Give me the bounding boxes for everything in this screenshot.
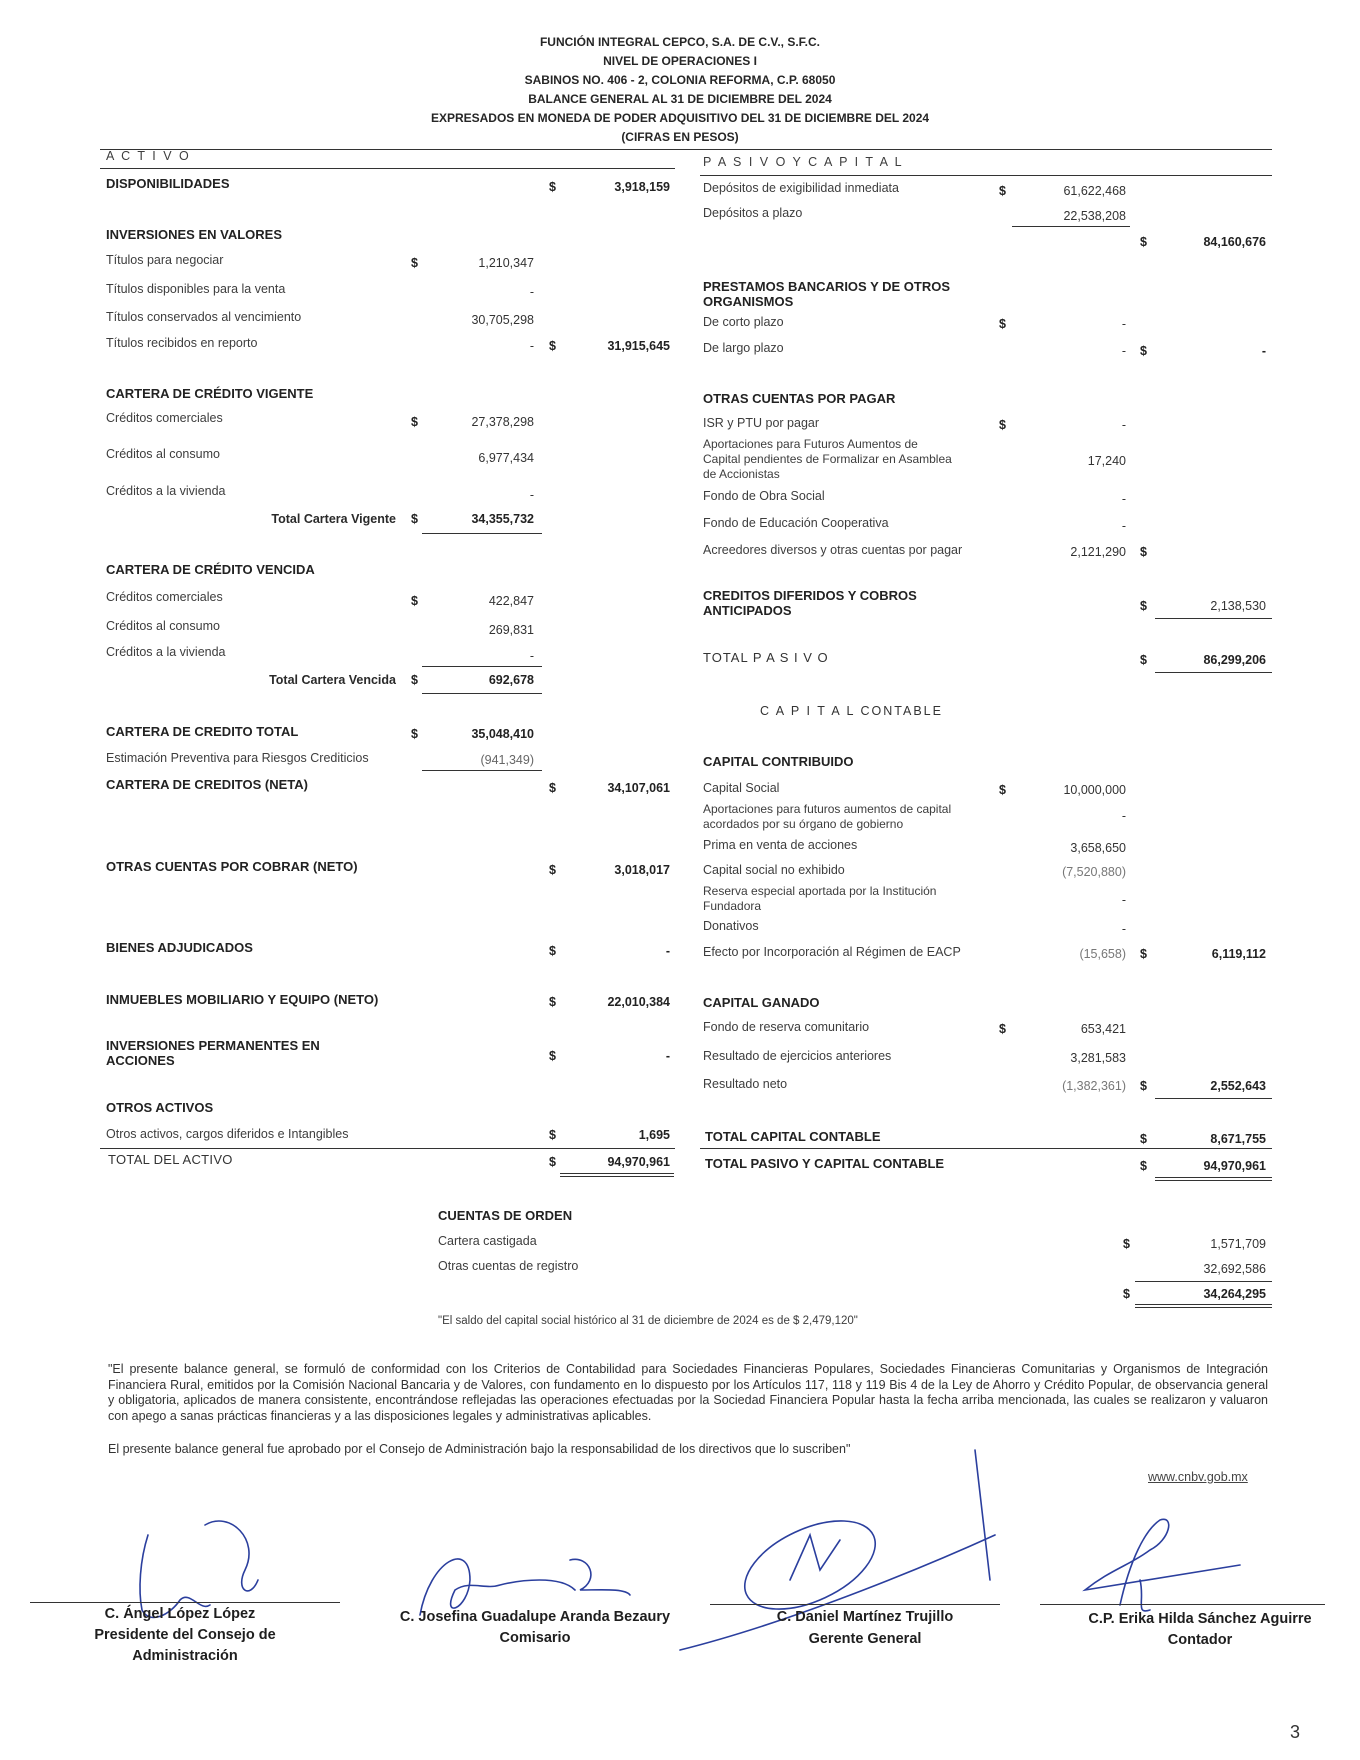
- fondo-reserva-label: Fondo de reserva comunitario: [703, 1020, 870, 1034]
- total-pasivo-capital-value: 94,970,961: [1203, 1159, 1266, 1173]
- fondo-reserva-value: 653,421: [1080, 1022, 1126, 1036]
- donativos-value: -: [1121, 922, 1126, 936]
- underline: [1155, 618, 1272, 619]
- resultado-anteriores-value: 3,281,583: [1070, 1051, 1126, 1065]
- currency-sign: $: [549, 180, 556, 194]
- estimacion-value: (941,349): [480, 753, 534, 767]
- total-pasivo-label: TOTAL P A S I V O: [703, 650, 829, 665]
- inmuebles-label: INMUEBLES MOBILIARIO Y EQUIPO (NETO): [106, 992, 379, 1007]
- no-exhibido-label: Capital social no exhibido: [703, 863, 845, 877]
- vencida-total-label: Total Cartera Vencida: [269, 673, 396, 687]
- vigente-comerciales-label: Créditos comerciales: [106, 411, 223, 425]
- vigente-consumo-value: 6,977,434: [478, 451, 534, 465]
- currency-sign: $: [1140, 1079, 1147, 1093]
- prestamos-largo-label: De largo plazo: [703, 341, 784, 355]
- currency-sign: $: [411, 512, 418, 526]
- signature-2-role: Comisario: [499, 1630, 571, 1646]
- currency-sign: $: [999, 783, 1006, 797]
- currency-sign: $: [411, 256, 418, 270]
- vencida-consumo-value: 269,831: [488, 623, 534, 637]
- currency-sign: $: [549, 1155, 556, 1169]
- acreedores-value: 2,121,290: [1070, 545, 1126, 559]
- inversiones-label: INVERSIONES EN VALORES: [106, 227, 283, 242]
- currency-sign: $: [999, 184, 1006, 198]
- double-underline: [1155, 1180, 1272, 1181]
- acreedores-label: Acreedores diversos y otras cuentas por pagar: [703, 543, 963, 557]
- otros-activos-item: Otros activos, cargos diferidos e Intangibles: [106, 1127, 349, 1141]
- contribuido-label: CAPITAL CONTRIBUIDO: [703, 754, 854, 769]
- reserva-label-2: Fundadora: [703, 899, 762, 913]
- capital-social-label: Capital Social: [703, 781, 780, 795]
- prima-label: Prima en venta de acciones: [703, 838, 858, 852]
- double-underline: [1135, 1304, 1272, 1305]
- pasivo-heading-rule: [700, 175, 1272, 176]
- donativos-label: Donativos: [703, 919, 759, 933]
- currency-sign: $: [1140, 1132, 1147, 1146]
- signature-2-tail: [570, 1559, 630, 1595]
- approval-statement: El presente balance general fue aprobado por el Consejo de Administración bajo la responsabilidad de los directivos que lo suscriben": [108, 1442, 851, 1456]
- underline: [1155, 672, 1272, 673]
- prima-value: 3,658,650: [1070, 841, 1126, 855]
- currency-sign: $: [999, 1022, 1006, 1036]
- cuentas-orden-total: 34,264,295: [1203, 1287, 1266, 1301]
- currency-sign: $: [999, 418, 1006, 432]
- aportaciones-value: 17,240: [1087, 454, 1126, 468]
- aportaciones-capital-label-2: acordados por su órgano de gobierno: [703, 817, 904, 831]
- vencida-label: CARTERA DE CRÉDITO VENCIDA: [106, 562, 315, 577]
- fondo-obra-label: Fondo de Obra Social: [703, 489, 825, 503]
- signature-4-role: Contador: [1167, 1632, 1233, 1648]
- company-address: SABINOS NO. 406 - 2, COLONIA REFORMA, C.P. 68050: [524, 73, 836, 87]
- depositos-inmediata-label: Depósitos de exigibilidad inmediata: [703, 181, 899, 195]
- depositos-inmediata-value: 61,622,468: [1063, 184, 1126, 198]
- signature-4-name: C.P. Erika Hilda Sánchez Aguirre: [1088, 1611, 1312, 1627]
- signature-line-1: [30, 1602, 340, 1603]
- otros-activos-label: OTROS ACTIVOS: [106, 1100, 214, 1115]
- signature-line-3: [710, 1604, 1000, 1605]
- signature-4-tail: [1140, 1580, 1150, 1611]
- capital-social-value: 10,000,000: [1063, 783, 1126, 797]
- capital-note: "El saldo del capital social histórico al 31 de diciembre de 2024 es de $ 2,479,120": [438, 1315, 858, 1327]
- currency-sign: $: [1140, 545, 1147, 559]
- currency-sign: $: [549, 863, 556, 877]
- underline: [422, 693, 542, 694]
- legal-paragraph: "El presente balance general, se formuló de conformidad con los Criterios de Contabilidad para Sociedades Financieras Populares, Sociedades Financieras Comunitarias y Organismos de Integración Financiera Rural, emitidos por la Comisión Nacional Bancaria y de Valores, con fundamento en lo dispuesto por los Artículos 117, 118 y 119 Bis 4 de la Ley de Ahorro y Crédito Popular, de observancia general y obligatoria, aplicados de manera consistente, encontrándose reflejadas las operaciones efectuadas por la Sociedad Financiera Popular hasta la fecha arriba mencionada, las cuales se realizaron y valuaron con apego a sanas prácticas financieras y a las disposiciones legales y administrativas aplicables.: [108, 1362, 1268, 1423]
- vigente-comerciales-value: 27,378,298: [471, 415, 534, 429]
- units-statement: (CIFRAS EN PESOS): [621, 130, 739, 144]
- total-capital-value: 8,671,755: [1210, 1132, 1266, 1146]
- cartera-castigada-label: Cartera castigada: [438, 1234, 537, 1248]
- vigente-label: CARTERA DE CRÉDITO VIGENTE: [106, 386, 314, 401]
- currency-sign: $: [549, 1049, 556, 1063]
- currency-sign: $: [549, 1128, 556, 1142]
- vencida-consumo-label: Créditos al consumo: [106, 619, 220, 633]
- fondo-obra-value: -: [1121, 492, 1126, 506]
- titulos-negociar-value: 1,210,347: [478, 256, 534, 270]
- resultado-anteriores-label: Resultado de ejercicios anteriores: [703, 1049, 892, 1063]
- depositos-plazo-label: Depósitos a plazo: [703, 206, 803, 220]
- prestamos-corto-value: -: [1121, 317, 1126, 331]
- activo-heading-rule: [100, 168, 675, 169]
- underline: [422, 770, 542, 771]
- operations-level: NIVEL DE OPERACIONES I: [603, 54, 757, 68]
- currency-sign: $: [549, 944, 556, 958]
- signature-3-mark: [790, 1535, 840, 1580]
- double-underline: [560, 1173, 674, 1174]
- efecto-label: Efecto por Incorporación al Régimen de EACP: [703, 945, 961, 959]
- vencida-vivienda-label: Créditos a la vivienda: [106, 645, 226, 659]
- creditos-diferidos-value: 2,138,530: [1210, 599, 1266, 613]
- aportaciones-label-3: de Accionistas: [703, 467, 780, 481]
- currency-sign: $: [1140, 1159, 1147, 1173]
- estimacion-label: Estimación Preventiva para Riesgos Crediticios: [106, 751, 369, 765]
- currency-sign: $: [1140, 599, 1147, 613]
- cartera-neta-value: 34,107,061: [607, 781, 670, 795]
- company-name: FUNCIÓN INTEGRAL CEPCO, S.A. DE C.V., S.F.C.: [539, 35, 821, 49]
- total-pasivo-value: 86,299,206: [1203, 653, 1266, 667]
- underline: [1155, 1098, 1272, 1099]
- inmuebles-value: 22,010,384: [607, 995, 670, 1009]
- depositos-plazo-value: 22,538,208: [1063, 209, 1126, 223]
- signature-1-loop: [205, 1521, 258, 1591]
- titulos-conservados-label: Títulos conservados al vencimiento: [106, 310, 302, 324]
- bienes-value: -: [665, 944, 670, 958]
- titulos-disponibles-value: -: [529, 285, 534, 299]
- currency-sign: $: [549, 995, 556, 1009]
- currency-sign: $: [1123, 1287, 1130, 1301]
- isr-label: ISR y PTU por pagar: [703, 416, 820, 430]
- currency-sign: $: [1140, 653, 1147, 667]
- cartera-total-label: CARTERA DE CREDITO TOTAL: [106, 724, 299, 739]
- vigente-total-label: Total Cartera Vigente: [271, 512, 396, 526]
- fondo-educacion-label: Fondo de Educación Cooperativa: [703, 516, 889, 530]
- signature-1-role-line-2: Administración: [132, 1648, 238, 1664]
- cuentas-orden-label: CUENTAS DE ORDEN: [438, 1208, 573, 1223]
- isr-value: -: [1121, 418, 1126, 432]
- underline: [422, 533, 542, 534]
- document-title: BALANCE GENERAL AL 31 DE DICIEMBRE DEL 2024: [528, 92, 832, 106]
- vigente-total-value: 34,355,732: [471, 512, 534, 526]
- otras-cuentas-cobrar-value: 3,018,017: [614, 863, 670, 877]
- signature-3-name: C. Daniel Martínez Trujillo: [776, 1609, 954, 1625]
- total-activo-label: TOTAL DEL ACTIVO: [108, 1152, 233, 1167]
- header-rule: [100, 149, 1272, 150]
- page-number: 3: [1290, 1722, 1301, 1742]
- currency-sign: $: [549, 339, 556, 353]
- overline: [422, 666, 542, 667]
- titulos-conservados-value: 30,705,298: [471, 313, 534, 327]
- vigente-vivienda-value: -: [529, 488, 534, 502]
- disponibilidades-value: 3,918,159: [614, 180, 670, 194]
- signature-1-name: C. Ángel López López: [104, 1606, 256, 1622]
- vigente-consumo-label: Créditos al consumo: [106, 447, 220, 461]
- otras-cuentas-cobrar-label: OTRAS CUENTAS POR COBRAR (NETO): [106, 859, 358, 874]
- prestamos-largo-value: -: [1121, 344, 1126, 358]
- underline: [1012, 226, 1130, 227]
- capital-heading: C A P I T A L CONTABLE: [760, 704, 943, 718]
- cartera-total-value: 35,048,410: [471, 727, 534, 741]
- depositos-total-value: 84,160,676: [1203, 235, 1266, 249]
- ganado-label: CAPITAL GANADO: [703, 995, 820, 1010]
- bienes-label: BIENES ADJUDICADOS: [106, 940, 253, 955]
- total-activo-value: 94,970,961: [607, 1155, 670, 1169]
- currency-sign: $: [549, 781, 556, 795]
- vencida-vivienda-value: -: [529, 649, 534, 663]
- inversiones-total: 31,915,645: [607, 339, 670, 353]
- otras-registro-label: Otras cuentas de registro: [438, 1259, 579, 1273]
- currency-sign: $: [411, 594, 418, 608]
- vencida-comerciales-label: Créditos comerciales: [106, 590, 223, 604]
- signature-4-mark: [1085, 1519, 1240, 1605]
- vigente-vivienda-label: Créditos a la vivienda: [106, 484, 226, 498]
- total-activo-rule: [100, 1148, 675, 1149]
- currency-sign: $: [411, 673, 418, 687]
- titulos-reporto-label: Títulos recibidos en reporto: [106, 336, 258, 350]
- double-underline: [560, 1176, 674, 1177]
- currency-sign: $: [411, 415, 418, 429]
- creditos-diferidos-label-2: ANTICIPADOS: [703, 603, 792, 618]
- resultado-neto-value: (1,382,361): [1062, 1079, 1126, 1093]
- total-rule: [700, 1148, 1272, 1149]
- signature-3-role: Gerente General: [808, 1631, 922, 1647]
- currency-sign: $: [1140, 947, 1147, 961]
- vencida-total-value: 692,678: [488, 673, 534, 687]
- resultado-neto-label: Resultado neto: [703, 1077, 788, 1091]
- otras-registro-value: 32,692,586: [1203, 1262, 1266, 1276]
- double-underline: [1155, 1177, 1272, 1178]
- efecto-value: (15,658): [1079, 947, 1126, 961]
- cartera-neta-label: CARTERA DE CREDITOS (NETA): [106, 777, 308, 792]
- otras-cuentas-pagar-label: OTRAS CUENTAS POR PAGAR: [703, 391, 896, 406]
- prestamos-corto-label: De corto plazo: [703, 315, 784, 329]
- currency-sign: $: [999, 317, 1006, 331]
- titulos-disponibles-label: Títulos disponibles para la venta: [106, 282, 286, 296]
- vencida-comerciales-value: 422,847: [488, 594, 534, 608]
- prestamos-label-1: PRESTAMOS BANCARIOS Y DE OTROS: [703, 279, 951, 294]
- no-exhibido-value: (7,520,880): [1062, 865, 1126, 879]
- creditos-diferidos-label-1: CREDITOS DIFERIDOS Y COBROS: [703, 588, 917, 603]
- prestamos-label-2: ORGANISMOS: [703, 294, 794, 309]
- signature-line-4: [1040, 1604, 1325, 1605]
- inv-permanentes-value: -: [665, 1049, 670, 1063]
- total-capital-label: TOTAL CAPITAL CONTABLE: [705, 1129, 881, 1144]
- disponibilidades-label: DISPONIBILIDADES: [106, 176, 230, 191]
- signature-2-name: C. Josefina Guadalupe Aranda Bezaury: [399, 1609, 671, 1625]
- aportaciones-label-1: Aportaciones para Futuros Aumentos de: [703, 437, 918, 451]
- currency-sign: $: [1140, 344, 1147, 358]
- website-link[interactable]: www.cnbv.gob.mx: [1148, 1470, 1248, 1484]
- reserva-label-1: Reserva especial aportada por la Institución: [703, 884, 937, 898]
- underline: [1135, 1281, 1272, 1282]
- titulos-negociar-label: Títulos para negociar: [106, 253, 224, 267]
- ganado-total-value: 2,552,643: [1210, 1079, 1266, 1093]
- prestamos-total-value: -: [1261, 344, 1266, 358]
- inv-permanentes-label-1: INVERSIONES PERMANENTES EN: [106, 1038, 320, 1053]
- currency-sign: $: [1140, 235, 1147, 249]
- currency-statement: EXPRESADOS EN MONEDA DE PODER ADQUISITIVO DEL 31 DE DICIEMBRE DEL 2024: [430, 111, 930, 125]
- currency-sign: $: [1123, 1237, 1130, 1251]
- reserva-value: -: [1121, 893, 1126, 907]
- currency-sign: $: [411, 727, 418, 741]
- activo-heading: A C T I V O: [106, 149, 191, 163]
- otros-activos-value: 1,695: [638, 1128, 670, 1142]
- contribuido-total-value: 6,119,112: [1211, 947, 1266, 961]
- inv-permanentes-label-2: ACCIONES: [106, 1053, 175, 1068]
- cartera-castigada-value: 1,571,709: [1210, 1237, 1266, 1251]
- signature-3-stroke: [975, 1450, 990, 1580]
- aportaciones-capital-label-1: Aportaciones para futuros aumentos de capital: [703, 802, 952, 816]
- pasivo-heading: P A S I V O Y C A P I T A L: [703, 155, 904, 169]
- signature-1-role-line-1: Presidente del Consejo de: [94, 1627, 276, 1643]
- aportaciones-label-2: Capital pendientes de Formalizar en Asamblea: [703, 452, 952, 466]
- signature-2-mark: [420, 1559, 575, 1615]
- fondo-educacion-value: -: [1121, 519, 1126, 533]
- double-underline: [1135, 1307, 1272, 1308]
- total-pasivo-capital-label: TOTAL PASIVO Y CAPITAL CONTABLE: [705, 1156, 945, 1171]
- titulos-reporto-value: -: [529, 339, 534, 353]
- aportaciones-capital-value: -: [1121, 809, 1126, 823]
